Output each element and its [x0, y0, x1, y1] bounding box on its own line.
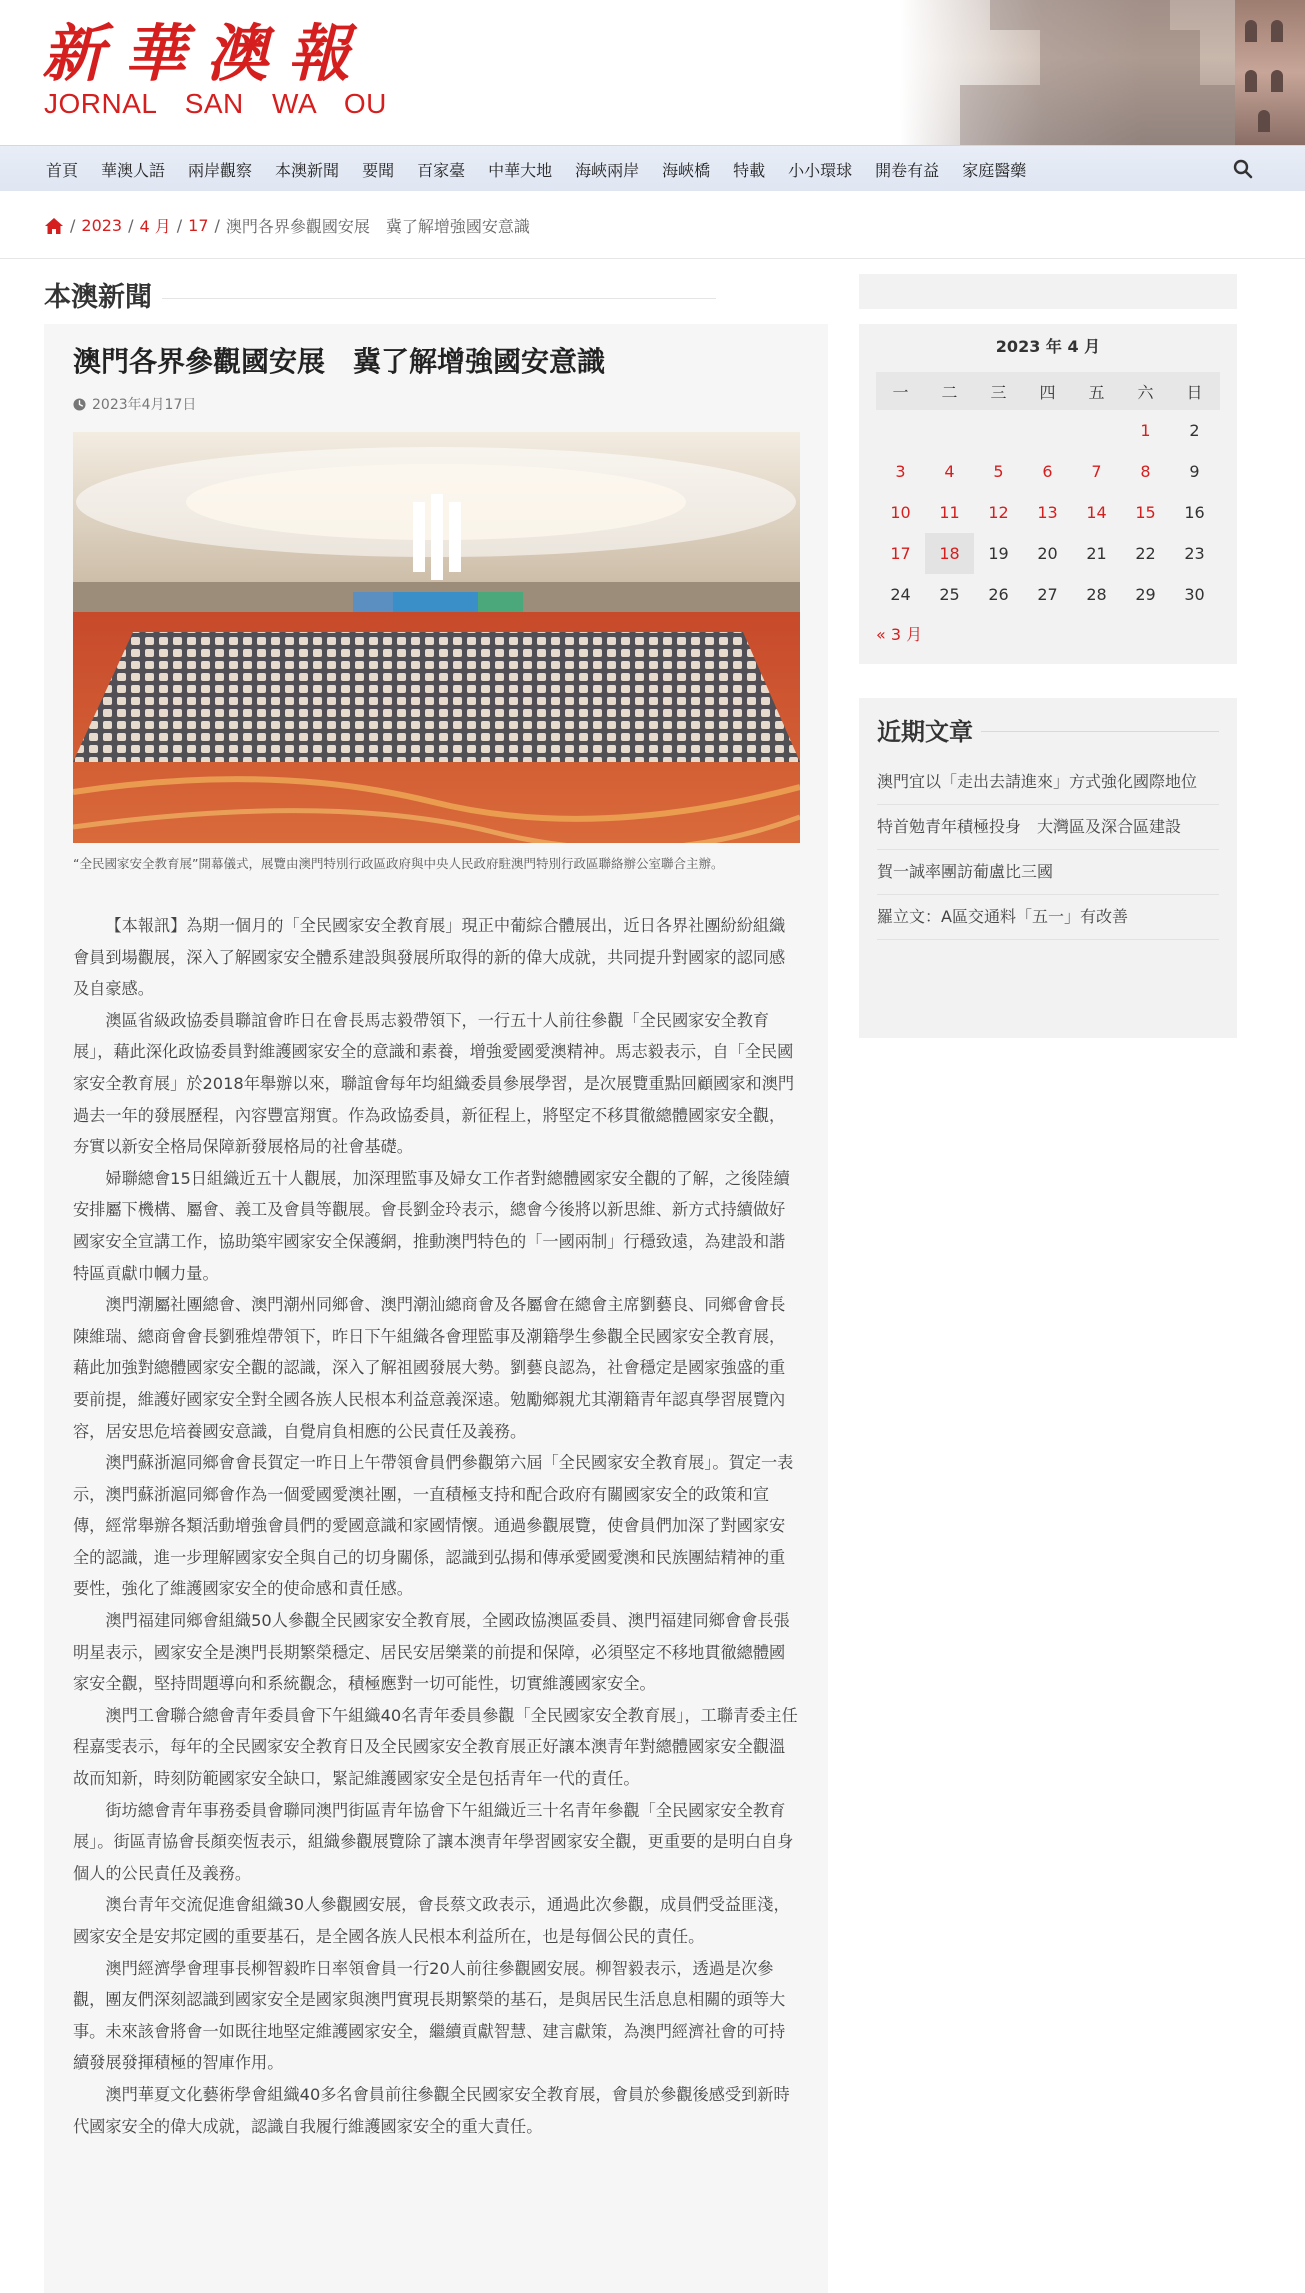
breadcrumb-separator: / [176, 216, 183, 235]
article-paragraph: 澳門潮屬社團總會、澳門潮州同鄉會、澳門潮汕總商會及各屬會在總會主席劉藝良、同鄉會會長陳維瑞、總商會會長劉雅煌帶領下，昨日下午組織各會理監事及潮籍學生參觀全民國家安全教育展，藉此加強對總體國家安全觀的認識，深入了解祖國發展大勢。劉藝良認為，社會穩定是國家強盛的重要前提，維護好國家安全對全國各族人民根本利益意義深遠。勉勵鄉親尤其潮籍青年認真學習展覽內容，居安思危培養國安意識，自覺肩負相應的公民責任及義務。 [73, 1295, 786, 1441]
calendar-week-row [876, 492, 1220, 533]
article-paragraph: 【本報訊】為期一個月的「全民國家安全教育展」現正中葡綜合體展出，近日各界社團紛紛組織會員到場觀展，深入了解國家安全體系建設與發展所取得的新的偉大成就，共同提升對國家的認同感及自豪感。 [73, 916, 786, 999]
photo-caption: “全民國家安全教育展”開幕儀式，展覽由澳門特別行政區政府與中央人民政府駐澳門特別行政區聯絡辦公室聯合主辦。 [73, 856, 724, 871]
article-title: 澳門各界參觀國安展 冀了解增強國安意識 [73, 345, 606, 378]
home-icon[interactable] [44, 217, 64, 235]
nav-item[interactable]: 家庭醫藥 [962, 160, 1027, 180]
nav-item[interactable]: 特載 [733, 160, 766, 180]
calendar-day: 29 [1135, 585, 1156, 604]
calendar-weekday: 六 [1137, 382, 1154, 402]
article [44, 324, 828, 2293]
recent-posts-list [877, 760, 1219, 940]
site-logo-english[interactable]: JORNAL SAN WA OU [44, 88, 387, 119]
calendar-day: 24 [890, 585, 911, 604]
recent-post-link[interactable]: 賀一誠率團訪葡盧比三國 [877, 850, 1219, 895]
article-date-text[interactable]: 2023年4月17日 [92, 397, 197, 413]
section-title: 本澳新聞 [44, 275, 162, 314]
article-body [73, 910, 800, 2142]
clock-icon [73, 398, 86, 411]
calendar-day[interactable]: 11 [939, 503, 960, 522]
calendar-weekday-row [876, 372, 1220, 410]
nav-item[interactable]: 開卷有益 [875, 160, 940, 180]
article-paragraph: 澳門蘇浙滬同鄉會會長賀定一昨日上午帶領會員們參觀第六屆「全民國家安全教育展」。賀定一表示，澳門蘇浙滬同鄉會作為一個愛國愛澳社團，一直積極支持和配合政府有關國家安全的政策和宣傳，經常舉辦各類活動增強會員們的愛國意識和家國情懷。通過參觀展覽，使會員們加深了對國家安全的認識，進一步理解國家安全與自己的切身關係，認識到弘揚和傳承愛國愛澳和民族團結精神的重要性，強化了維護國家安全的使命感和責任感。 [73, 1453, 794, 1599]
breadcrumb-year[interactable]: 2023 [81, 216, 123, 235]
breadcrumb-separator: / [70, 216, 76, 235]
calendar-day: 27 [1037, 585, 1058, 604]
calendar-day[interactable]: 15 [1135, 503, 1156, 522]
recent-posts-widget [859, 698, 1237, 1038]
article-paragraph: 澳門福建同鄉會組織50人參觀全民國家安全教育展，全國政協澳區委員、澳門福建同鄉會會長張明星表示，國家安全是澳門長期繁榮穩定、居民安居樂業的前提和保障，必須堅定不移地貫徹總體國家安全觀，堅持問題導向和系統觀念，積極應對一切可能性，切實維護國家安全。 [73, 1611, 790, 1694]
calendar-day[interactable]: 7 [1091, 462, 1102, 481]
calendar-day: 2 [1189, 421, 1200, 440]
calendar-grid [876, 372, 1220, 615]
calendar-day[interactable]: 14 [1086, 503, 1107, 522]
article-paragraph: 澳台青年交流促進會組織30人參觀國安展，會長蔡文政表示，通過此次參觀，成員們受益匪淺，國家安全是安邦定國的重要基石，是全國各族人民根本利益所在，也是每個公民的責任。 [73, 1895, 790, 1946]
breadcrumb-separator: / [128, 216, 134, 235]
calendar-prev-month-link[interactable]: « 3 月 [876, 625, 923, 644]
nav-item[interactable]: 要聞 [362, 160, 395, 180]
nav-item[interactable]: 本澳新聞 [275, 160, 340, 180]
article-paragraph: 澳門經濟學會理事長柳智毅昨日率領會員一行20人前往參觀國安展。柳智毅表示，透過是次參觀，團友們深刻認識到國家安全是國家與澳門實現長期繁榮的基石，是與居民生活息息相關的頭等大事。未來該會將會一如既往地堅定維護國家安全，繼續貢獻智慧、建言獻策，為澳門經濟社會的可持續發展發揮積極的智庫作用。 [73, 1958, 786, 2073]
calendar-weekday: 五 [1088, 382, 1105, 402]
article-photo [73, 432, 800, 843]
calendar-day: 16 [1184, 503, 1205, 522]
nav-item[interactable]: 首頁 [46, 160, 79, 180]
article-date [73, 394, 196, 414]
article-paragraph: 澳門工會聯合總會青年委員會下午組織40名青年委員參觀「全民國家安全教育展」，工聯青委主任程嘉雯表示，每年的全民國家安全教育日及全民國家安全教育展正好讓本澳青年對總體國家安全觀溫故而知新，時刻防範國家安全缺口，緊記維護國家安全是包括青年一代的責任。 [73, 1705, 798, 1789]
calendar-week-row [876, 574, 1220, 615]
nav-menu [46, 146, 1049, 192]
calendar-day[interactable]: 8 [1140, 462, 1151, 481]
nav-item[interactable]: 海峽兩岸 [575, 160, 640, 180]
calendar-day[interactable]: 1 [1140, 421, 1151, 440]
calendar-day: 25 [939, 585, 960, 604]
calendar-weekday: 二 [941, 382, 958, 402]
article-paragraph: 澳區省級政協委員聯誼會昨日在會長馬志毅帶領下，一行五十人前往參觀「全民國家安全教育展」，藉此深化政協委員對維護國家安全的意識和素養，增強愛國愛澳精神。馬志毅表示，自「全民國家安全教育展」於2018年舉辦以來，聯誼會每年均組織委員參展學習，是次展覽重點回顧國家和澳門過去一年的發展歷程，內容豐富翔實。作為政協委員，新征程上，將堅定不移貫徹總體國家安全觀，夯實以新安全格局保障新發展格局的社會基礎。 [73, 1010, 795, 1157]
article-paragraph: 澳門華夏文化藝術學會組織40多名會員前往參觀全民國家安全教育展，會員於參觀後感受到新時代國家安全的偉大成就，認識自我履行維護國家安全的重大責任。 [73, 2084, 790, 2136]
calendar-day[interactable]: 10 [890, 503, 911, 522]
calendar-caption: 2023 年 4 月 [995, 337, 1101, 356]
calendar-day[interactable]: 17 [890, 544, 911, 563]
calendar-day: 26 [988, 585, 1009, 604]
calendar-day: 20 [1037, 544, 1058, 563]
calendar-day: 22 [1135, 544, 1156, 563]
calendar-day[interactable]: 6 [1042, 462, 1053, 481]
calendar-day[interactable]: 13 [1037, 503, 1058, 522]
divider [0, 258, 1305, 259]
calendar-day: 28 [1086, 585, 1107, 604]
article-paragraph: 街坊總會青年事務委員會聯同澳門街區青年協會下午組織近三十名青年參觀「全民國家安全教育展」。街區青協會長顏奕恆表示，組織參觀展覽除了讓本澳青年學習國家安全觀，更重要的是明白自身個人的公民責任及義務。 [73, 1800, 794, 1883]
breadcrumb-day[interactable]: 17 [188, 216, 209, 235]
calendar-day: 9 [1189, 462, 1200, 481]
nav-item[interactable]: 小小環球 [788, 160, 853, 180]
recent-post-link[interactable]: 特首勉青年積極投身 大灣區及深合區建設 [877, 805, 1219, 850]
breadcrumb-month[interactable]: 4 月 [139, 217, 171, 236]
calendar-day[interactable]: 12 [988, 503, 1009, 522]
calendar-day: 23 [1184, 544, 1205, 563]
calendar-widget [859, 324, 1237, 664]
calendar-day[interactable]: 4 [944, 462, 955, 481]
calendar-empty-cell [974, 410, 1023, 451]
recent-posts-title: 近期文章 [877, 712, 981, 747]
site-header [0, 0, 1305, 145]
nav-item[interactable]: 華澳人語 [101, 160, 166, 180]
search-icon[interactable] [1233, 159, 1253, 179]
recent-posts-heading [877, 712, 1219, 746]
nav-item[interactable]: 中華大地 [488, 160, 553, 180]
calendar-day: 30 [1184, 585, 1205, 604]
calendar-weekday: 三 [990, 382, 1007, 402]
calendar-day: 19 [988, 544, 1009, 563]
nav-item[interactable]: 百家臺 [417, 160, 466, 180]
breadcrumb-separator: / [214, 216, 220, 235]
calendar-weekday: 一 [892, 382, 909, 402]
article-paragraph: 婦聯總會15日組織近五十人觀展，加深理監事及婦女工作者對總體國家安全觀的了解，之後陸續安排屬下機構、屬會、義工及會員等觀展。會長劉金玲表示，總會今後將以新思維、新方式持續做好國家安全宣講工作，協助築牢國家安全保護網，推動澳門特色的「一國兩制」行穩致遠，為建設和諧特區貢獻巾幗力量。 [73, 1168, 790, 1283]
main-navigation [0, 145, 1305, 191]
calendar-week-row [876, 410, 1220, 451]
calendar-day[interactable]: 18 [925, 533, 974, 574]
calendar-day[interactable]: 3 [895, 462, 906, 481]
breadcrumb [44, 214, 530, 237]
recent-post-link[interactable]: 羅立文：A區交通料「五一」有改善 [877, 895, 1219, 940]
nav-item[interactable]: 海峽橋 [662, 160, 711, 180]
section-heading [44, 275, 716, 313]
calendar-empty-cell [1072, 410, 1121, 451]
calendar-weekday: 日 [1186, 382, 1203, 402]
calendar-day: 21 [1086, 544, 1107, 563]
sidebar-search-widget [859, 274, 1237, 309]
breadcrumb-current: 澳門各界參觀國安展 冀了解增強國安意識 [225, 217, 530, 236]
calendar-week-row [876, 533, 1220, 574]
nav-item[interactable]: 兩岸觀察 [188, 160, 253, 180]
calendar-week-row [876, 451, 1220, 492]
calendar-weekday: 四 [1039, 382, 1056, 402]
calendar-day[interactable]: 5 [993, 462, 1004, 481]
calendar-empty-cell [1023, 410, 1072, 451]
header-banner-image [900, 0, 1305, 145]
calendar-empty-cell [876, 410, 925, 451]
site-logo-chinese[interactable]: 新華澳報 [42, 17, 371, 90]
calendar-empty-cell [925, 410, 974, 451]
recent-post-link[interactable]: 澳門宜以「走出去請進來」方式強化國際地位 [877, 760, 1219, 805]
